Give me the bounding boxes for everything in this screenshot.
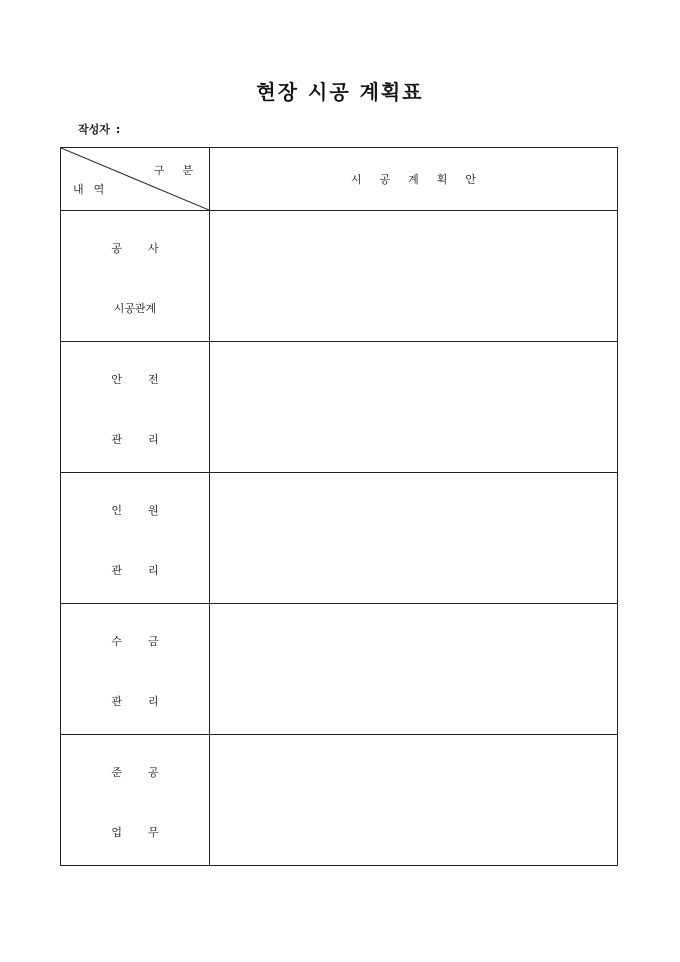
- row-label-cell: [61, 473, 210, 603]
- row-label-cell: [61, 342, 210, 472]
- row-label-line2: 업무: [111, 826, 185, 839]
- row-content-cell[interactable]: [210, 604, 617, 734]
- row-label-line2: 관리: [111, 433, 185, 446]
- table-row-safety: [61, 342, 617, 473]
- diagonal-header-cell: [61, 148, 210, 210]
- row-content-cell[interactable]: [210, 735, 617, 865]
- diagonal-line: [61, 148, 209, 210]
- row-label-line1: 공사: [111, 242, 185, 255]
- table-header-row: [61, 148, 617, 211]
- row-label-cell: [61, 604, 210, 734]
- table-row-completion: [61, 735, 617, 865]
- row-label-cell: [61, 211, 210, 341]
- row-label-line1: 인원: [111, 504, 185, 517]
- table-row-construction: [61, 211, 617, 342]
- row-label-cell: [61, 735, 210, 865]
- row-label-line1: 준공: [111, 766, 185, 779]
- author-label: 작성자: [78, 123, 110, 136]
- header-item-label: 내역: [73, 183, 115, 196]
- author-colon: :: [115, 123, 121, 136]
- row-label-line2: 시공관계: [113, 302, 157, 315]
- table-row-collection: [61, 604, 617, 735]
- document-title: 현장 시공 계획표: [256, 80, 424, 104]
- author-field: [78, 121, 120, 137]
- row-label-line2: 관리: [111, 564, 185, 577]
- row-content-cell[interactable]: [210, 342, 617, 472]
- table-row-personnel: [61, 473, 617, 604]
- row-label-line1: 수금: [111, 635, 185, 648]
- row-label-line2: 관리: [111, 695, 185, 708]
- header-plan-column: 시공계획안: [350, 173, 495, 186]
- header-category-label: 구분: [153, 164, 211, 177]
- construction-plan-table: [60, 147, 618, 866]
- row-label-line1: 안전: [111, 373, 185, 386]
- row-content-cell[interactable]: [210, 473, 617, 603]
- row-content-cell[interactable]: [210, 211, 617, 341]
